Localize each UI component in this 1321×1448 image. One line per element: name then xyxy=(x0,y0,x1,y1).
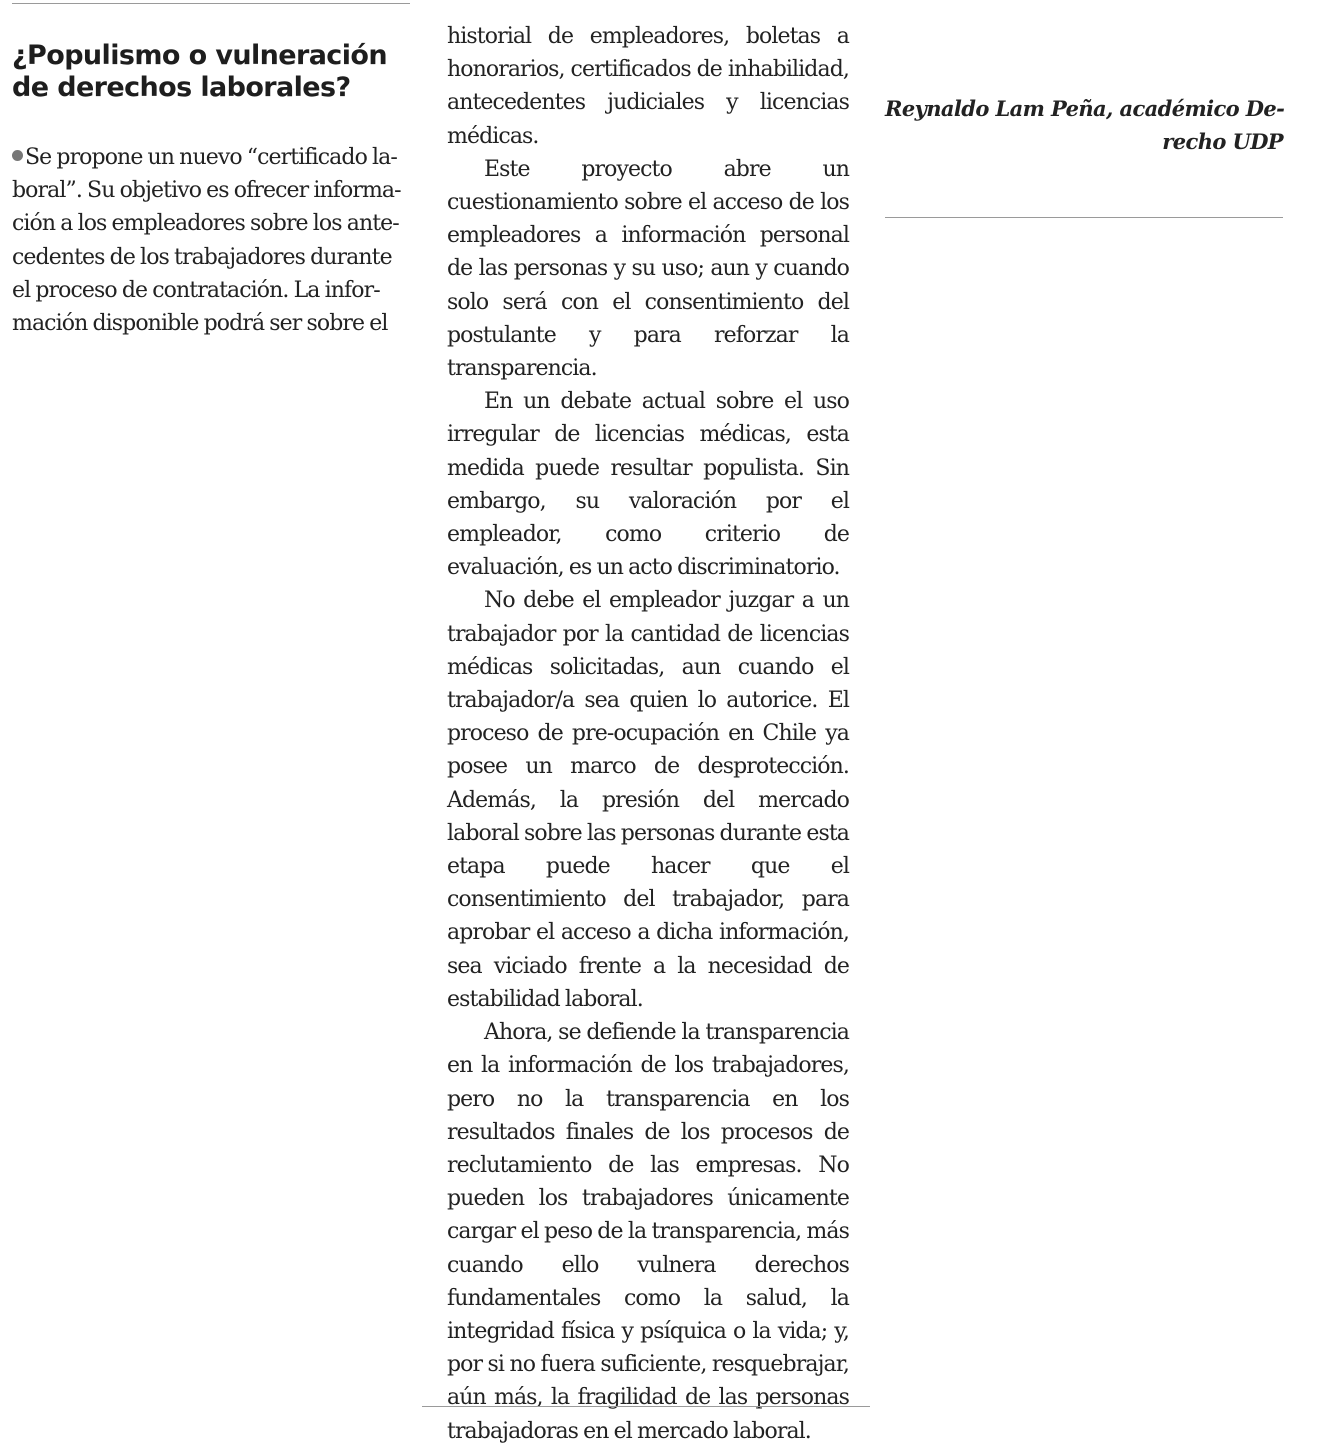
lead-line: el proceso de contratación. La infor- xyxy=(12,277,380,303)
lead-line: ción a los empleadores sobre los ante- xyxy=(12,211,399,237)
body-paragraph: No debe el empleador juzgar a un trabajador por la cantidad de licencias médicas solicitadas, aun cuando el trabajador/a sea quien lo autorice. El proceso de pre-ocupación en Chile ya posee un marco de desprotección. Además, la presión del mercado laboral sobre las personas durante esta etapa puede hacer que el consentimiento del trabajador, para aprobar el acceso a dicha información, sea viciado frente a la necesidad de estabilidad laboral. xyxy=(447,588,849,1012)
body-paragraph: Ahora, se defiende la transparencia en la información de los trabajadores, pero no la transparencia en los resultados finales de los procesos de reclutamiento de las empresas. No pueden los trabajadores únicamente cargar el peso de la transparencia, más cuando ello vulnera derechos fundamentales como la salud, la integridad física y psíquica o la vida; y, por si no fuera suficiente, resquebrajar, aún más, la fragilidad de las personas trabajadoras en el mercado laboral. xyxy=(447,1020,849,1444)
lead-line: cedentes de los trabajadores durante xyxy=(12,244,392,270)
author-line: recho UDP xyxy=(1162,129,1283,154)
top-rule xyxy=(12,3,410,4)
body-paragraph-continued: historial de empleadores, boletas a honorarios, certificados de inhabilidad, antecedentes judiciales y licencias médicas. xyxy=(447,24,849,149)
column-2 xyxy=(447,20,849,1448)
lead-line: mación disponible podrá ser sobre el xyxy=(12,311,388,337)
lead-paragraph xyxy=(12,141,412,340)
lead-line: Se propone un nuevo “certificado la- xyxy=(12,141,412,174)
author-signature xyxy=(885,92,1283,158)
column-3 xyxy=(885,59,1283,158)
author-line: Reynaldo Lam Peña, académico De- xyxy=(885,96,1285,121)
bullet-icon xyxy=(12,150,23,161)
body-paragraph: En un debate actual sobre el uso irregular de licencias médicas, esta medida puede resultar populista. Sin embargo, su valoración por el empleador, como criterio de evaluación, es un acto discriminatorio. xyxy=(447,389,849,581)
lead-line: boral”. Su objetivo es ofrecer informa- xyxy=(12,178,401,204)
headline: ¿Populismo o vulneración de derechos laborales? xyxy=(12,40,387,103)
signature-rule xyxy=(885,217,1283,218)
bottom-rule xyxy=(422,1406,870,1407)
body-paragraph: Este proyecto abre un cuestionamiento sobre el acceso de los empleadores a información personal de las personas y su uso; aun y cuando solo será con el consentimiento del postulante y para reforzar la transparencia. xyxy=(447,156,849,382)
column-1 xyxy=(12,40,412,340)
